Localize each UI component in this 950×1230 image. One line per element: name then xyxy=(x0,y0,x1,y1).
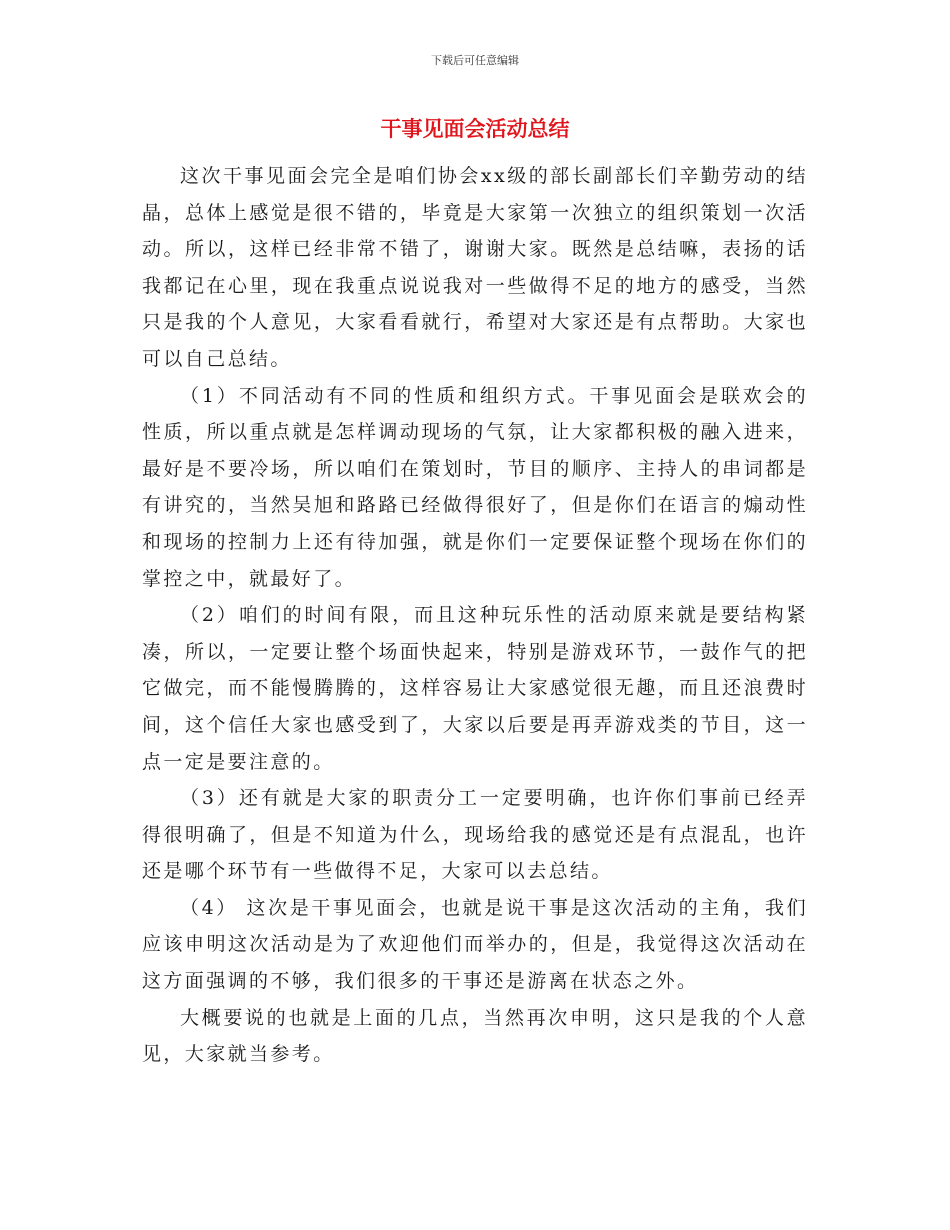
document-title: 干事见面会活动总结 xyxy=(380,117,570,141)
document-body xyxy=(142,158,808,1073)
paragraph-point-3: （3）还有就是大家的职责分工一定要明确，也许你们事前已经弄得很明确了，但是不知道为什么，现场给我的感觉还是有点混乱，也许还是哪个环节有一些做得不足，大家可以去总结。 xyxy=(142,787,808,883)
paragraph-point-1: （1）不同活动有不同的性质和组织方式。干事见面会是联欢会的性质，所以重点就是怎样调动现场的气氛，让大家都积极的融入进来，最好是不要冷场，所以咱们在策划时，节目的顺序、主持人的串词都是有讲究的，当然吴旭和路路已经做得很好了，但是你们在语言的煽动性和现场的控制力上还有待加强，就是你们一定要保证整个现场在你们的掌控之中，就最好了。 xyxy=(142,384,808,590)
paragraph-intro: 这次干事见面会完全是咱们协会xx级的部长副部长们辛勤劳动的结晶，总体上感觉是很不错的，毕竟是大家第一次独立的组织策划一次活动。所以，这样已经非常不错了，谢谢大家。既然是总结嘛，表扬的话我都记在心里，现在我重点说说我对一些做得不足的地方的感受，当然只是我的个人意见，大家看看就行，希望对大家还是有点帮助。大家也可以自己总结。 xyxy=(142,165,808,370)
page-header-note: 下载后可任意编辑 xyxy=(431,54,519,67)
paragraph-point-4: （4） 这次是干事见面会，也就是说干事是这次活动的主角，我们应该申明这次活动是为了欢迎他们而举办的，但是，我觉得这次活动在这方面强调的不够，我们很多的干事还是游离在状态之外。 xyxy=(142,896,808,993)
paragraph-conclusion: 大概要说的也就是上面的几点，当然再次申明，这只是我的个人意见，大家就当参考。 xyxy=(142,1006,808,1066)
paragraph-point-2: （2）咱们的时间有限，而且这种玩乐性的活动原来就是要结构紧凑，所以，一定要让整个场面快起来，特别是游戏环节，一鼓作气的把它做完，而不能慢腾腾的，这样容易让大家感觉很无趣，而且还浪费时间，这个信任大家也感受到了，大家以后要是再弄游戏类的节目，这一点一定是要注意的。 xyxy=(142,604,808,773)
